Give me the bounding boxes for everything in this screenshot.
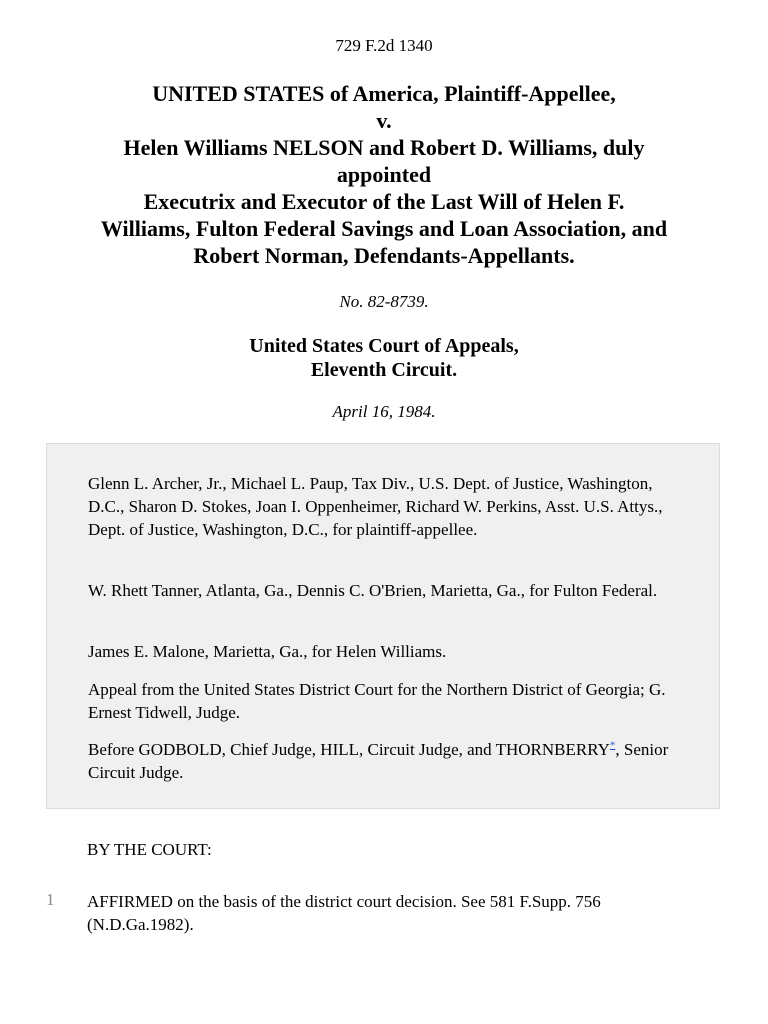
appeal-origin: Appeal from the United States District Court for the Northern District of Georgia; G. Ernest Tidwell, Judge. bbox=[88, 680, 666, 722]
panel-judges-text: Before GODBOLD, Chief Judge, HILL, Circuit Judge, and THORNBERRY bbox=[88, 740, 610, 759]
case-citation: 729 F.2d 1340 bbox=[335, 36, 433, 55]
counsel-fulton-federal: W. Rhett Tanner, Atlanta, Ga., Dennis C. O'Brien, Marietta, Ga., for Fulton Federal. bbox=[88, 581, 658, 600]
caption-line-defendants-3: Executrix and Executor of the Last Will of Helen F. bbox=[143, 189, 625, 214]
court-name-line-1: United States Court of Appeals, bbox=[249, 335, 519, 357]
decision-date: April 16, 1984. bbox=[332, 402, 436, 421]
caption-line-defendants-5: Robert Norman, Defendants-Appellants. bbox=[193, 243, 575, 268]
caption-line-defendants-4: Williams, Fulton Federal Savings and Loan Association, and bbox=[100, 216, 668, 241]
paragraph-text: AFFIRMED on the basis of the district court decision. See 581 F.Supp. 756 (N.D.Ga.1982). bbox=[87, 892, 601, 934]
docket-number: No. 82-8739. bbox=[339, 292, 429, 311]
panel-judges bbox=[88, 738, 688, 784]
caption-line-defendants-1: Helen Williams NELSON and Robert D. Williams, duly bbox=[123, 135, 645, 160]
counsel-helen-williams: James E. Malone, Marietta, Ga., for Helen Williams. bbox=[88, 642, 447, 661]
caption-line-defendants-2: appointed bbox=[336, 162, 432, 187]
by-the-court-heading: BY THE COURT: bbox=[87, 840, 212, 859]
panel-judges-text-end: , Senior Circuit Judge. bbox=[88, 740, 669, 782]
footnote-link[interactable]: * bbox=[609, 739, 616, 752]
counsel-panel bbox=[46, 443, 720, 809]
paragraph-number: 1 bbox=[46, 890, 55, 909]
caption-line-versus: v. bbox=[376, 108, 392, 133]
case-caption bbox=[30, 80, 738, 269]
court-name-line-2: Eleventh Circuit. bbox=[310, 359, 458, 381]
caption-line-plaintiff: UNITED STATES of America, Plaintiff-Appellee, bbox=[152, 81, 616, 106]
counsel-plaintiff: Glenn L. Archer, Jr., Michael L. Paup, Tax Div., U.S. Dept. of Justice, Washington, D.C., Sharon D. Stokes, Joan I. Oppenheimer, Richard W. Perkins, Asst. U.S. Attys., Dept. of Justice, Washington, D.C., for plaintiff-appellee. bbox=[88, 474, 663, 539]
court-name bbox=[0, 334, 768, 382]
